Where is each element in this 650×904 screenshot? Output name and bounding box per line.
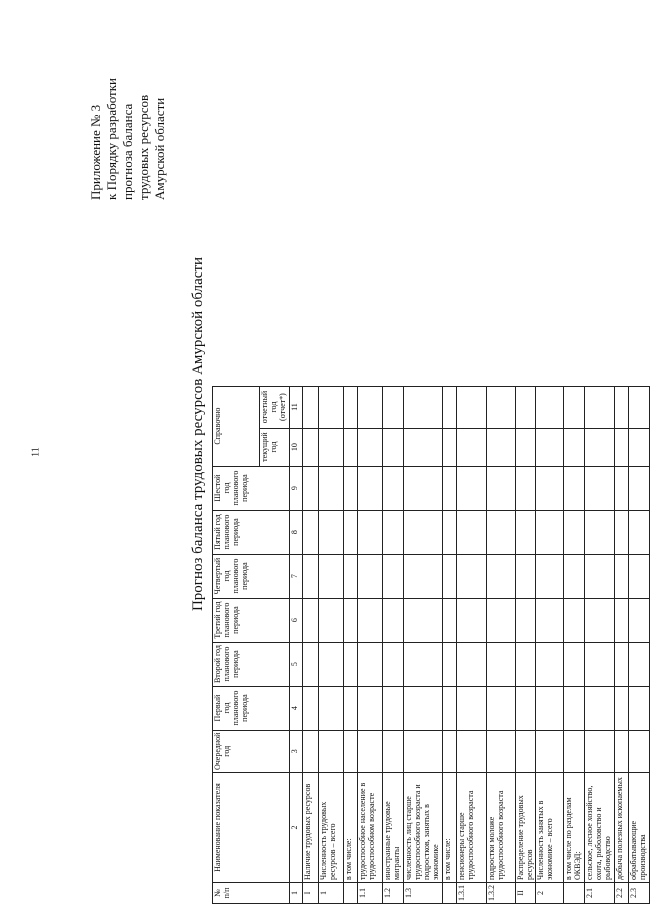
value-cell [382, 554, 403, 598]
row-number [442, 883, 456, 904]
value-cell [456, 686, 486, 730]
row-number: 1.1 [357, 883, 382, 904]
value-cell [515, 428, 536, 466]
value-cell [515, 598, 536, 642]
value-cell [585, 466, 615, 510]
value-cell [318, 730, 343, 772]
page-number: 11 [30, 447, 42, 457]
value-cell [442, 510, 456, 554]
column-number: 1 [289, 883, 302, 904]
value-cell [302, 386, 318, 428]
table-row [564, 386, 585, 903]
value-cell [585, 428, 615, 466]
value-cell [357, 466, 382, 510]
value-cell [486, 428, 515, 466]
value-cell [456, 554, 486, 598]
value-cell [456, 642, 486, 686]
value-cell [536, 730, 564, 772]
table-row [382, 386, 403, 903]
value-cell [536, 554, 564, 598]
value-cell [629, 428, 650, 466]
value-cell [357, 598, 382, 642]
value-cell [536, 686, 564, 730]
value-cell [515, 510, 536, 554]
value-cell [357, 686, 382, 730]
row-indicator-name: добыча полезных ископаемых [615, 773, 629, 883]
value-cell [615, 510, 629, 554]
value-cell [456, 730, 486, 772]
value-cell [456, 510, 486, 554]
table-row [515, 386, 536, 903]
value-cell [536, 642, 564, 686]
value-cell [403, 642, 442, 686]
value-cell [318, 428, 343, 466]
column-number: 11 [289, 386, 302, 428]
row-number: II [515, 883, 536, 904]
value-cell [343, 466, 357, 510]
value-cell [442, 554, 456, 598]
value-cell [382, 386, 403, 428]
column-number: 9 [289, 466, 302, 510]
value-cell [318, 386, 343, 428]
value-cell [456, 428, 486, 466]
value-cell [486, 642, 515, 686]
header-reference: Справочно [213, 386, 260, 466]
header-name: Наименование показателя [213, 773, 290, 883]
value-cell [564, 686, 585, 730]
table-row [629, 386, 650, 903]
value-cell [302, 428, 318, 466]
value-cell [486, 466, 515, 510]
value-cell [302, 598, 318, 642]
value-cell [564, 386, 585, 428]
header-year-5: Пятый год планового периода [213, 510, 290, 554]
row-number: 1.3.1 [456, 883, 486, 904]
value-cell [382, 510, 403, 554]
row-number: 1.2 [382, 883, 403, 904]
row-indicator-name: пенсионеры старше трудоспособного возраста [456, 773, 486, 883]
value-cell [486, 686, 515, 730]
value-cell [343, 510, 357, 554]
value-cell [515, 554, 536, 598]
appendix-line: Приложение № 3 [88, 104, 103, 200]
value-cell [536, 598, 564, 642]
value-cell [515, 386, 536, 428]
value-cell [403, 598, 442, 642]
value-cell [318, 642, 343, 686]
row-number [343, 883, 357, 904]
table-row [343, 386, 357, 903]
row-indicator-name: в том числе: [442, 773, 456, 883]
appendix-line: Амурской области [152, 97, 168, 200]
value-cell [536, 386, 564, 428]
value-cell [442, 466, 456, 510]
value-cell [564, 598, 585, 642]
value-cell [564, 466, 585, 510]
value-cell [564, 554, 585, 598]
header-year-3: Третий год планового периода [213, 598, 290, 642]
value-cell [442, 386, 456, 428]
value-cell [343, 428, 357, 466]
column-number: 10 [289, 428, 302, 466]
row-number [564, 883, 585, 904]
row-number: I [302, 883, 318, 904]
value-cell [629, 386, 650, 428]
row-indicator-name: Численность занятых в экономике – всего [536, 773, 564, 883]
value-cell [382, 598, 403, 642]
value-cell [615, 686, 629, 730]
value-cell [585, 642, 615, 686]
value-cell [382, 428, 403, 466]
value-cell [318, 686, 343, 730]
appendix-line: трудовых ресурсов [136, 94, 152, 200]
row-indicator-name: трудоспособное население в трудоспособном возрасте [357, 773, 382, 883]
value-cell [357, 510, 382, 554]
value-cell [585, 730, 615, 772]
value-cell [615, 466, 629, 510]
row-indicator-name: Распределение трудовых ресурсов [515, 773, 536, 883]
value-cell [357, 428, 382, 466]
header-year-2: Второй год планового периода [213, 642, 290, 686]
header-current-year: текущий год [260, 428, 290, 466]
table-body [302, 386, 649, 903]
value-cell [442, 730, 456, 772]
value-cell [403, 730, 442, 772]
value-cell [343, 730, 357, 772]
value-cell [564, 730, 585, 772]
table-row [318, 386, 343, 903]
value-cell [615, 642, 629, 686]
value-cell [564, 642, 585, 686]
table-row [536, 386, 564, 903]
table-row [357, 386, 382, 903]
value-cell [318, 598, 343, 642]
value-cell [585, 386, 615, 428]
value-cell [357, 730, 382, 772]
value-cell [442, 686, 456, 730]
row-indicator-name: подростки моложе трудоспособного возраста [486, 773, 515, 883]
row-number: 2.2 [615, 883, 629, 904]
value-cell [302, 730, 318, 772]
value-cell [615, 598, 629, 642]
value-cell [382, 466, 403, 510]
value-cell [629, 730, 650, 772]
row-number: 2.3 [629, 883, 650, 904]
value-cell [403, 428, 442, 466]
value-cell [442, 642, 456, 686]
row-indicator-name: иностранные трудовые мигранты [382, 773, 403, 883]
value-cell [486, 730, 515, 772]
value-cell [536, 466, 564, 510]
header-num: № п/п [213, 883, 290, 904]
value-cell [357, 642, 382, 686]
row-indicator-name: обрабатывающие производства [629, 773, 650, 883]
column-number: 3 [289, 730, 302, 772]
value-cell [629, 686, 650, 730]
value-cell [515, 730, 536, 772]
value-cell [515, 466, 536, 510]
value-cell [585, 598, 615, 642]
value-cell [403, 386, 442, 428]
value-cell [442, 428, 456, 466]
table-row [486, 386, 515, 903]
value-cell [318, 554, 343, 598]
table-title: Прогноз баланса трудовых ресурсов Амурской области [190, 256, 206, 612]
value-cell [536, 510, 564, 554]
value-cell [302, 554, 318, 598]
table-row [442, 386, 456, 903]
row-indicator-name: в том числе: [343, 773, 357, 883]
appendix-line: прогноза баланса [120, 103, 136, 200]
value-cell [382, 730, 403, 772]
value-cell [585, 554, 615, 598]
value-cell [615, 554, 629, 598]
value-cell [536, 428, 564, 466]
value-cell [486, 510, 515, 554]
row-number: 2 [536, 883, 564, 904]
table-row [403, 386, 442, 903]
value-cell [343, 386, 357, 428]
table-row [302, 386, 318, 903]
value-cell [343, 642, 357, 686]
column-number: 7 [289, 554, 302, 598]
value-cell [357, 554, 382, 598]
row-indicator-name: Наличие трудовых ресурсов [302, 773, 318, 883]
row-indicator-name: сельское, лесное хозяйство, охота, рыболовство и рыбоводство [585, 773, 615, 883]
value-cell [318, 510, 343, 554]
table-row [585, 386, 615, 903]
value-cell [456, 386, 486, 428]
value-cell [615, 730, 629, 772]
row-indicator-name: Численность трудовых ресурсов – всего [318, 773, 343, 883]
column-number: 8 [289, 510, 302, 554]
row-number: 1.3 [403, 883, 442, 904]
value-cell [564, 510, 585, 554]
column-number: 2 [289, 773, 302, 883]
header-report-year: отчетный год (отчет*) [260, 386, 290, 428]
header-year-1: Первый год планового периода [213, 686, 290, 730]
appendix-note [88, 78, 169, 200]
value-cell [486, 598, 515, 642]
value-cell [403, 686, 442, 730]
column-number: 5 [289, 642, 302, 686]
balance-table [212, 386, 650, 904]
value-cell [302, 686, 318, 730]
value-cell [302, 642, 318, 686]
value-cell [585, 686, 615, 730]
value-cell [343, 686, 357, 730]
value-cell [629, 642, 650, 686]
value-cell [343, 554, 357, 598]
value-cell [403, 466, 442, 510]
appendix-line: к Порядку разработки [104, 77, 120, 200]
value-cell [357, 386, 382, 428]
column-number: 4 [289, 686, 302, 730]
value-cell [486, 386, 515, 428]
value-cell [442, 598, 456, 642]
table-row [615, 386, 629, 903]
header-year-4: Четвертый год планового периода [213, 554, 290, 598]
table-row [456, 386, 486, 903]
value-cell [629, 554, 650, 598]
value-cell [629, 466, 650, 510]
value-cell [585, 510, 615, 554]
row-number: 1 [318, 883, 343, 904]
value-cell [629, 598, 650, 642]
value-cell [515, 686, 536, 730]
value-cell [456, 466, 486, 510]
value-cell [343, 598, 357, 642]
value-cell [515, 642, 536, 686]
row-number: 2.1 [585, 883, 615, 904]
row-indicator-name: в том числе по разделам ОКВЭД: [564, 773, 585, 883]
row-number: 1.3.2 [486, 883, 515, 904]
value-cell [615, 386, 629, 428]
value-cell [456, 598, 486, 642]
header-year-6: Шестой год планового периода [213, 466, 290, 510]
value-cell [302, 510, 318, 554]
value-cell [382, 642, 403, 686]
row-indicator-name: численность лиц старше трудоспособного возраста и подростков, занятых в экономике [403, 773, 442, 883]
value-cell [629, 510, 650, 554]
value-cell [302, 466, 318, 510]
value-cell [615, 428, 629, 466]
value-cell [564, 428, 585, 466]
value-cell [382, 686, 403, 730]
header-next-year: Очередной год [213, 730, 290, 772]
value-cell [486, 554, 515, 598]
column-number: 6 [289, 598, 302, 642]
value-cell [318, 466, 343, 510]
value-cell [403, 554, 442, 598]
value-cell [403, 510, 442, 554]
